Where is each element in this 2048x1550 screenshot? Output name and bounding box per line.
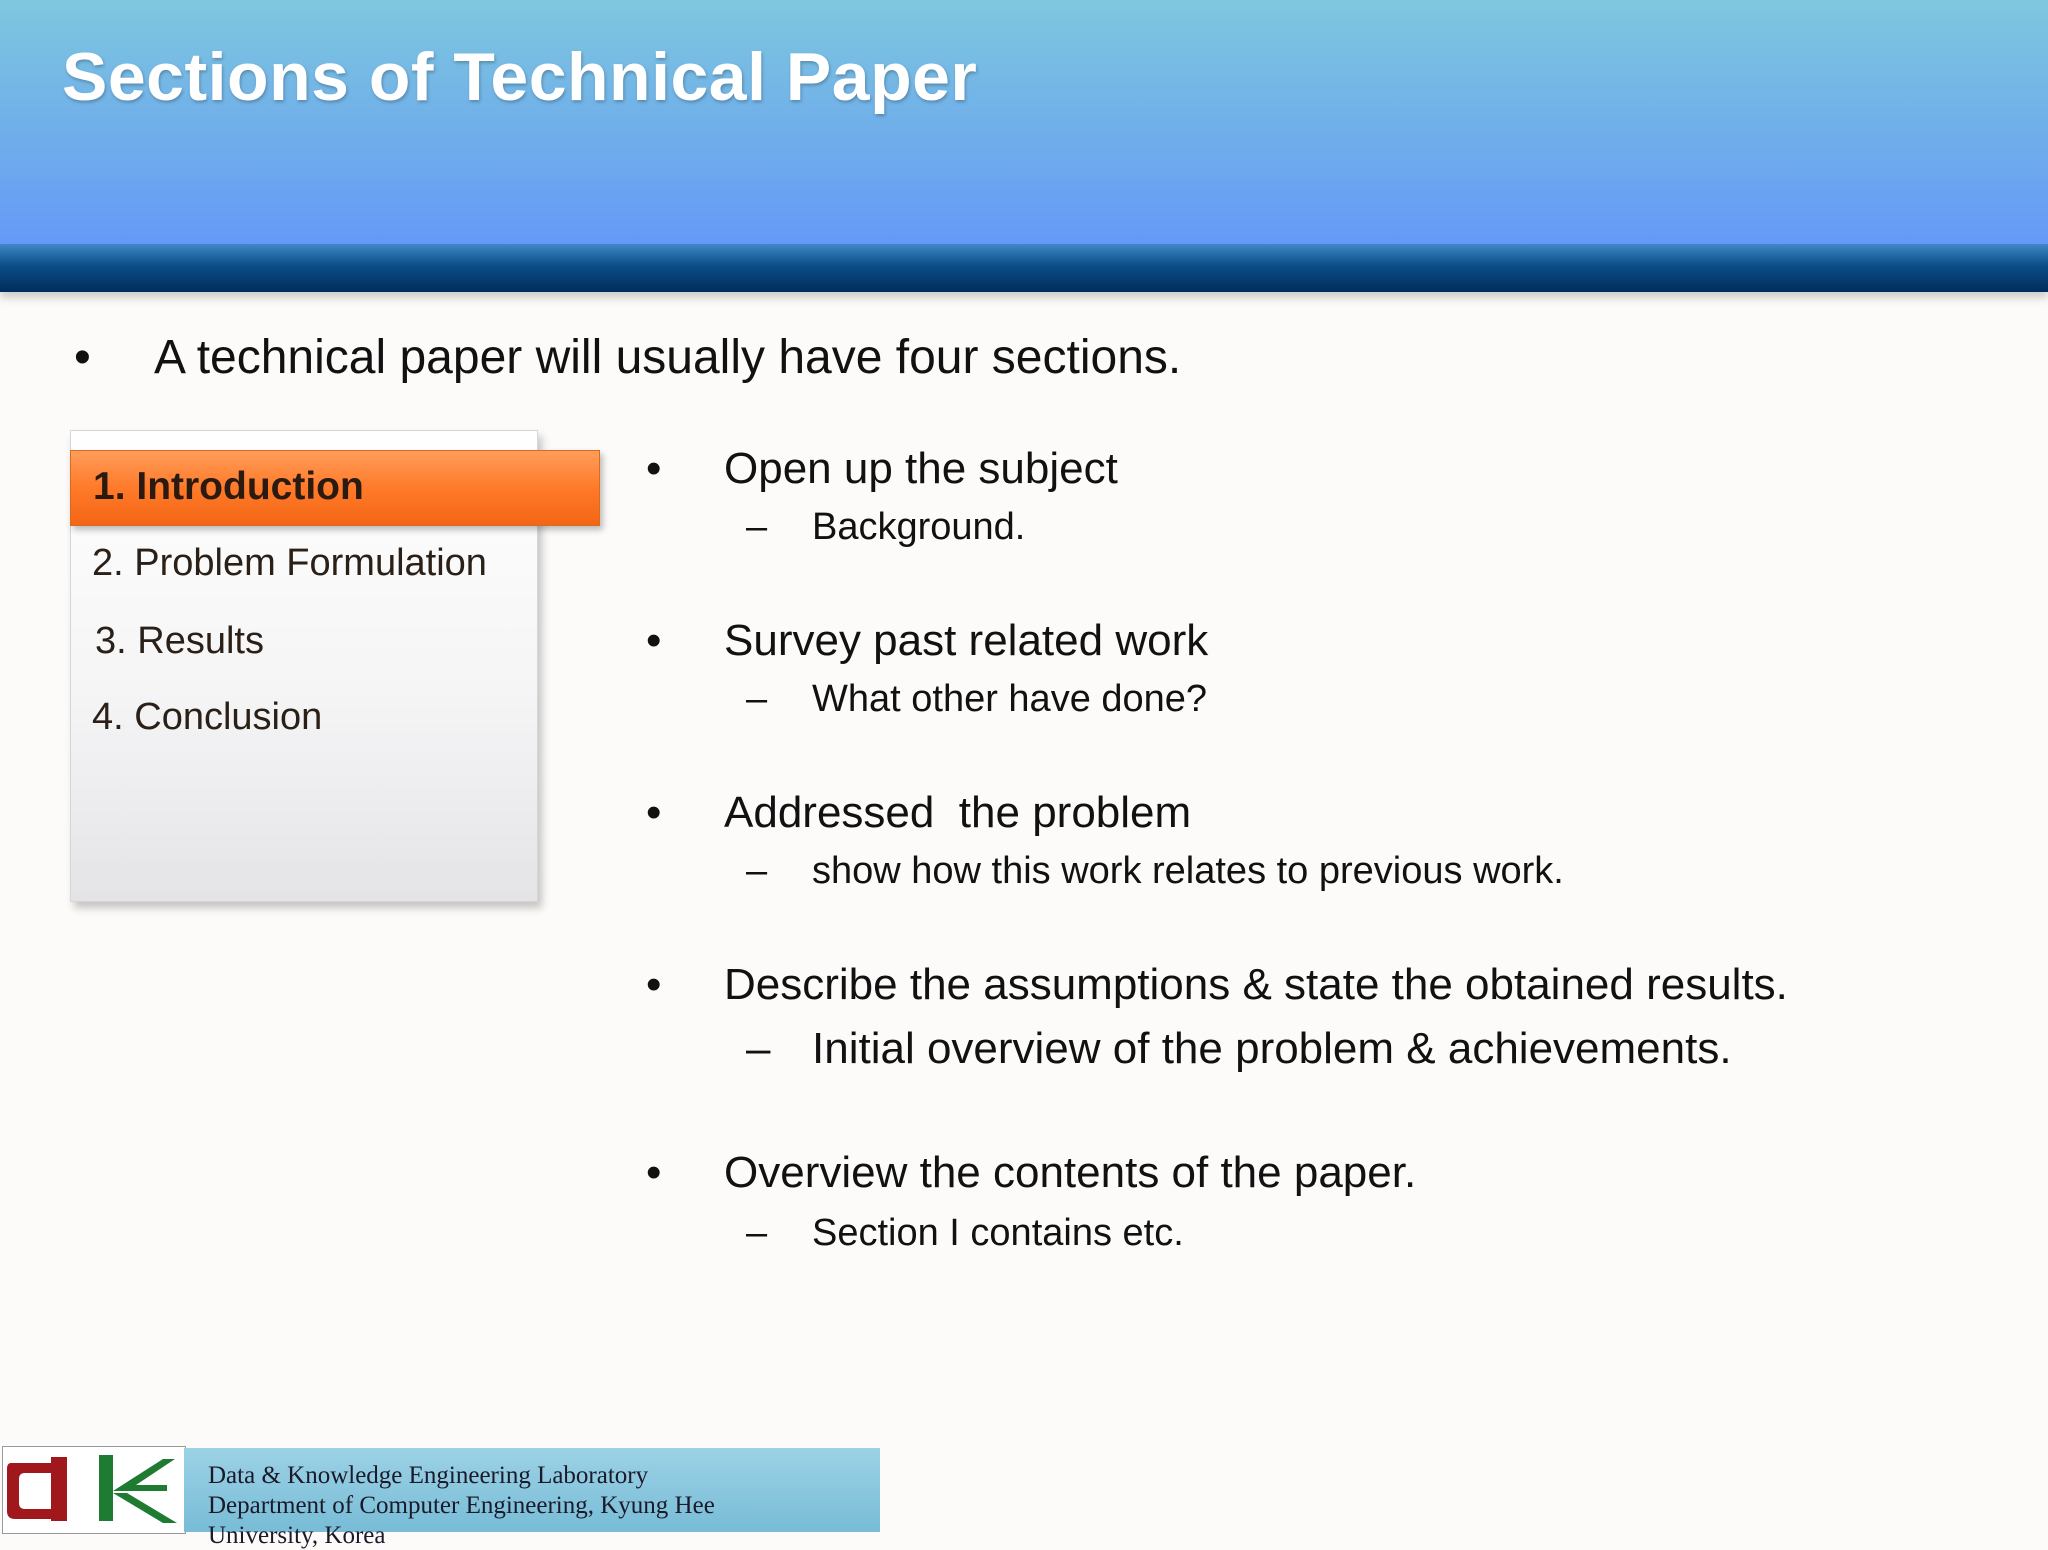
bullet-icon: • (646, 788, 662, 837)
sub-point-text: Initial overview of the problem & achievements. (812, 1024, 1732, 1073)
footer-lab-info (184, 1448, 880, 1549)
point-1 (646, 444, 1118, 494)
bullet-icon: • (74, 331, 91, 384)
footer-line-1: Data & Knowledge Engineering Laboratory (208, 1462, 649, 1489)
toc-item-conclusion: 4. Conclusion (92, 696, 323, 738)
point-4 (646, 960, 1788, 1010)
toc-item-problem-formulation: 2. Problem Formulation (92, 542, 487, 584)
sub-point-text: Background. (812, 506, 1026, 548)
sub-point-1 (746, 506, 1025, 549)
point-text: Addressed the problem (724, 788, 1192, 837)
sub-point-2 (746, 678, 1207, 721)
dash-icon: – (746, 1212, 768, 1254)
point-text: Describe the assumptions & state the obtained results. (724, 960, 1788, 1009)
dke-logo (2, 1446, 186, 1534)
sub-point-text: What other have done? (812, 678, 1208, 720)
sub-point-4 (746, 1024, 1732, 1074)
point-text: Overview the contents of the paper. (724, 1148, 1417, 1197)
dash-icon: – (746, 850, 768, 892)
toc-item-introduction (70, 450, 600, 526)
point-text: Open up the subject (724, 444, 1118, 493)
footer-line-2: Department of Computer Engineering, Kyung Hee (208, 1492, 715, 1519)
dash-icon: – (746, 1024, 771, 1073)
dke-logo-icon (3, 1447, 185, 1533)
bullet-icon: • (646, 616, 662, 665)
point-3 (646, 788, 1191, 838)
footer-line-3: University, Korea (208, 1522, 386, 1549)
intro-text: A technical paper will usually have four sections. (154, 331, 1182, 384)
sub-point-5 (746, 1212, 1184, 1255)
sub-point-text: Section I contains etc. (812, 1212, 1184, 1254)
dash-icon: – (746, 678, 768, 720)
toc-item-label: 1. Introduction (93, 465, 364, 508)
point-2 (646, 616, 1208, 666)
toc-item-results: 3. Results (95, 620, 264, 662)
sub-point-3 (746, 850, 1564, 893)
intro-bullet (74, 330, 1181, 385)
dash-icon: – (746, 506, 768, 548)
sub-point-text: show how this work relates to previous work. (812, 850, 1564, 892)
bullet-icon: • (646, 444, 662, 493)
header-band (0, 244, 2048, 292)
title-banner (0, 0, 2048, 244)
point-text: Survey past related work (724, 616, 1209, 665)
bullet-icon: • (646, 1148, 662, 1197)
slide-title: Sections of Technical Paper (62, 39, 978, 115)
bullet-icon: • (646, 960, 662, 1009)
point-5 (646, 1148, 1416, 1198)
